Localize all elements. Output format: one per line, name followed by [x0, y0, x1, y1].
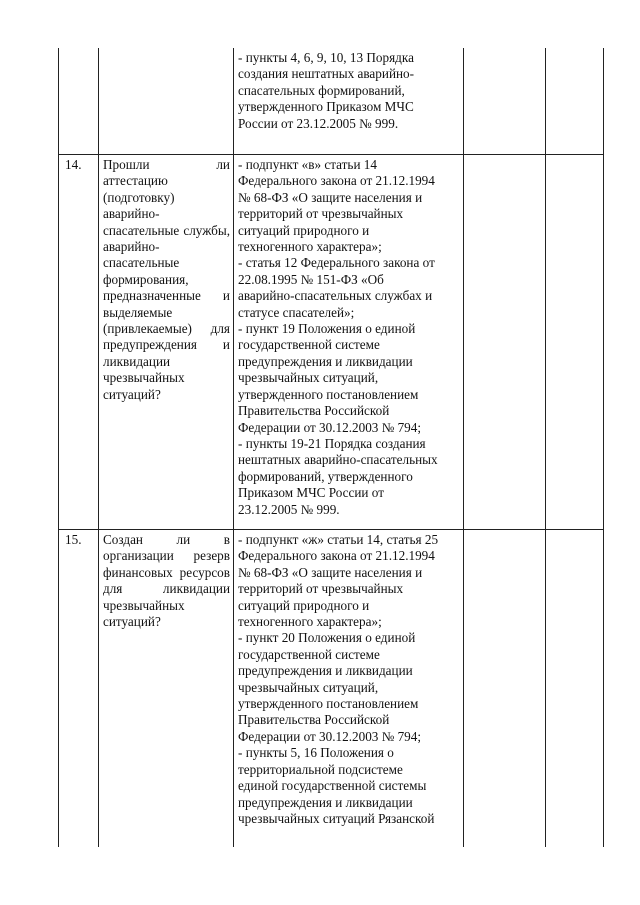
legal-basis-line: ситуаций природного и	[238, 222, 370, 238]
legal-basis-line: утвержденного постановлением	[238, 386, 419, 402]
table-row	[59, 155, 604, 530]
note-cell	[546, 48, 604, 155]
answer-cell	[464, 48, 546, 155]
legal-basis-line: формирований, утвержденного	[238, 468, 413, 484]
legal-basis-line: - пункты 5, 16 Положения о	[238, 745, 394, 761]
legal-basis-line: государственной системе	[238, 646, 380, 662]
legal-basis-line: России от 23.12.2005 № 999.	[238, 115, 399, 131]
legal-basis-line: - подпункт «ж» статьи 14, статья 25	[238, 532, 439, 547]
answer-cell	[464, 155, 546, 530]
legal-basis-line: техногенного характера»;	[238, 614, 382, 630]
row-number	[59, 48, 99, 155]
row-number: 14.	[59, 155, 99, 530]
legal-basis-line: 22.08.1995 № 151-ФЗ «Об	[238, 271, 384, 287]
legal-basis-line: Федерального закона от 21.12.1994	[238, 173, 435, 189]
legal-basis-line: чрезвычайных ситуаций Рязанской	[238, 810, 435, 826]
legal-basis-line: чрезвычайных ситуаций,	[238, 679, 379, 695]
legal-basis-cell	[234, 155, 464, 530]
table-row	[59, 530, 604, 848]
legal-basis-line: утвержденного постановлением	[238, 696, 419, 712]
legal-basis-line: Федерального закона от 21.12.1994	[238, 548, 435, 564]
legal-basis-line: территорий от чрезвычайных	[238, 206, 404, 222]
legal-basis-line: 23.12.2005 № 999.	[238, 501, 340, 517]
legal-basis-line: № 68-ФЗ «О защите населения и	[238, 189, 423, 205]
legal-basis-line: утвержденного Приказом МЧС	[238, 99, 414, 115]
legal-basis-line: Федерации от 30.12.2003 № 794;	[238, 728, 422, 744]
question-cell: Прошли ли аттестацию (подготовку) аварийно-спасательные службы, аварийно-спасательные формирования, предназначенные и выделяемые (привлекаемые) для предупреждения и ликвидации чрезвычайных ситуаций?	[99, 155, 234, 530]
legal-basis-line: - пункт 20 Положения о единой	[238, 630, 416, 646]
legal-basis-line: - пункты 19-21 Порядка создания	[238, 435, 426, 451]
legal-basis-line: Федерации от 30.12.2003 № 794;	[238, 419, 422, 435]
legal-basis-line: создания нештатных аварийно-	[238, 66, 415, 82]
legal-basis-line: предупреждения и ликвидации	[238, 353, 413, 369]
legal-basis-line: - статья 12 Федерального закона от	[238, 255, 435, 271]
legal-basis-line: - подпункт «в» статьи 14	[238, 157, 377, 172]
legal-basis-line: статусе спасателей»;	[238, 304, 355, 320]
checklist-table	[58, 48, 604, 847]
row-number: 15.	[59, 530, 99, 848]
question-cell: Создан ли в организации резерв финансовых ресурсов для ликвидации чрезвычайных ситуаций?	[99, 530, 234, 848]
legal-basis-line: нештатных аварийно-спасательных	[238, 452, 438, 468]
legal-basis-line: аварийно-спасательных службах и	[238, 288, 433, 304]
legal-basis-line: ситуаций природного и	[238, 597, 370, 613]
legal-basis-line: Правительства Российской	[238, 403, 390, 419]
legal-basis-line: - пункты 4, 6, 9, 10, 13 Порядка	[238, 50, 414, 65]
note-cell	[546, 530, 604, 848]
legal-basis-line: территорий от чрезвычайных	[238, 581, 404, 597]
table-row	[59, 48, 604, 155]
legal-basis-line: техногенного характера»;	[238, 239, 382, 255]
legal-basis-cell	[234, 530, 464, 848]
legal-basis-cell	[234, 48, 464, 155]
legal-basis-line: предупреждения и ликвидации	[238, 794, 413, 810]
legal-basis-line: № 68-ФЗ «О защите населения и	[238, 564, 423, 580]
legal-basis-line: чрезвычайных ситуаций,	[238, 370, 379, 386]
question-cell	[99, 48, 234, 155]
checklist-table-body	[59, 48, 604, 847]
legal-basis-line: территориальной подсистеме	[238, 761, 403, 777]
note-cell	[546, 155, 604, 530]
legal-basis-line: предупреждения и ликвидации	[238, 663, 413, 679]
legal-basis-line: Правительства Российской	[238, 712, 390, 728]
legal-basis-line: единой государственной системы	[238, 778, 427, 794]
legal-basis-line: Приказом МЧС России от	[238, 485, 384, 501]
legal-basis-line: спасательных формирований,	[238, 82, 405, 98]
legal-basis-line: - пункт 19 Положения о единой	[238, 321, 416, 337]
answer-cell	[464, 530, 546, 848]
legal-basis-line: государственной системе	[238, 337, 380, 353]
